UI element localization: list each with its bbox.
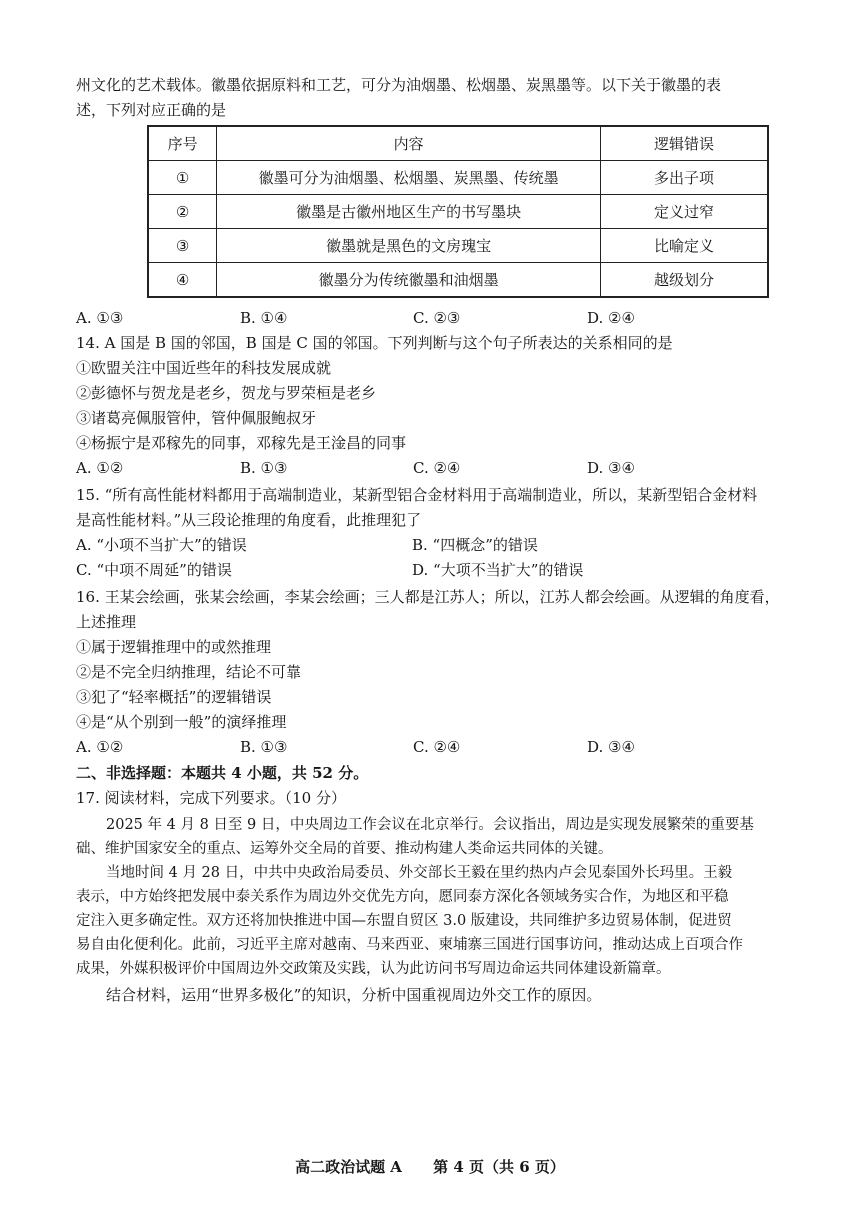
q14-item: ③诸葛亮佩服管仲，管仲佩服鲍叔牙 (76, 409, 317, 427)
q17-para2-line: 定注入更多确定性。双方还将加快推进中国—东盟自贸区 3.0 版建设，共同维护多边贸易体制，促进贸 (76, 913, 732, 929)
table-cell: ③ (148, 229, 217, 263)
option-b[interactable]: B. ①③ (240, 459, 288, 477)
q15-options-row1 (76, 535, 538, 555)
table-cell: 徽墨分为传统徽墨和油烟墨 (217, 263, 601, 298)
q13-stem-line1: 州文化的艺术载体。徽墨依据原料和工艺，可分为油烟墨、松烟墨、炭黑墨等。以下关于徽墨的表 (76, 76, 722, 94)
table-cell: 越级划分 (601, 263, 768, 298)
table-row (148, 195, 768, 229)
option-b[interactable]: B. ①③ (240, 738, 288, 756)
option-d[interactable]: D. ③④ (587, 459, 635, 477)
q16-item: ④是“从个别到一般”的演绎推理 (76, 713, 287, 731)
table-cell: ④ (148, 263, 217, 298)
option-c[interactable]: C. “中项不周延”的错误 (76, 561, 232, 579)
table-row (148, 161, 768, 195)
option-a[interactable]: A. ①② (76, 459, 124, 477)
option-c[interactable]: C. ②④ (413, 738, 461, 756)
table-cell: ② (148, 195, 217, 229)
q16-item: ①属于逻辑推理中的或然推理 (76, 638, 272, 656)
page-footer (0, 1156, 860, 1177)
q14-item: ④杨振宁是邓稼先的同事，邓稼先是王淦昌的同事 (76, 434, 407, 452)
option-a[interactable]: A. “小项不当扩大”的错误 (76, 536, 247, 554)
q17-para2-line: 成果，外媒积极评价中国周边外交政策及实践，认为此访问书写周边命运共同体建设新篇章。 (76, 961, 671, 977)
footer-page-number: 第 4 页（共 6 页） (433, 1158, 565, 1176)
option-b[interactable]: B. ①④ (240, 309, 288, 327)
option-d[interactable]: D. “大项不当扩大”的错误 (412, 561, 584, 579)
table-cell: 定义过窄 (601, 195, 768, 229)
q14-options (76, 458, 635, 478)
table-header-row (148, 126, 768, 161)
table-header-cell: 逻辑错误 (601, 126, 768, 161)
option-a[interactable]: A. ①② (76, 738, 124, 756)
q15-options-row2 (76, 560, 583, 580)
q17-para2-line: 易自由化便利化。此前，习近平主席对越南、马来西亚、柬埔寨三国进行国事访问，推动达成上百项合作 (76, 937, 743, 953)
q15-stem-line2: 是高性能材料。”从三段论推理的角度看，此推理犯了 (76, 511, 422, 529)
q17-task: 结合材料，运用“世界多极化”的知识，分析中国重视周边外交工作的原因。 (106, 986, 602, 1004)
table-cell: 徽墨是古徽州地区生产的书写墨块 (217, 195, 601, 229)
q15-stem-line1: 15. “所有高性能材料都用于高端制造业，某新型铝合金材料用于高端制造业，所以，某新型铝合金材料 (76, 486, 758, 504)
q16-stem-line1: 16. 王某会绘画，张某会绘画，李某会绘画；三人都是江苏人；所以，江苏人都会绘画。从逻辑的角度看， (76, 588, 780, 606)
option-c[interactable]: C. ②③ (413, 309, 461, 327)
q13-table (147, 125, 769, 298)
section-heading: 二、非选择题：本题共 4 小题，共 52 分。 (76, 764, 369, 782)
q17-para1-line: 2025 年 4 月 8 日至 9 日，中央周边工作会议在北京举行。会议指出，周边是实现发展繁荣的重要基 (106, 817, 754, 833)
q17-para2-line: 当地时间 4 月 28 日，中共中央政治局委员、外交部长王毅在里约热内卢会见泰国外长玛里。王毅 (106, 865, 733, 881)
q17-para1-line: 础、维护国家安全的重点、运筹外交全局的首要、推动构建人类命运共同体的关键。 (76, 841, 613, 857)
option-b[interactable]: B. “四概念”的错误 (412, 536, 538, 554)
q17-stem: 17. 阅读材料，完成下列要求。（10 分） (76, 789, 346, 807)
table-cell: 多出子项 (601, 161, 768, 195)
option-d[interactable]: D. ②④ (587, 309, 635, 327)
q16-item: ②是不完全归纳推理，结论不可靠 (76, 663, 302, 681)
table-row (148, 263, 768, 298)
q14-item: ②彭德怀与贺龙是老乡，贺龙与罗荣桓是老乡 (76, 384, 377, 402)
footer-title: 高二政治试题 A (295, 1158, 402, 1176)
q16-stem-line2: 上述推理 (76, 613, 137, 631)
table-row (148, 229, 768, 263)
table-cell: 比喻定义 (601, 229, 768, 263)
option-c[interactable]: C. ②④ (413, 459, 461, 477)
q17-para2-line: 表示，中方始终把发展中泰关系作为周边外交优先方向，愿同泰方深化各领域务实合作，为地区和平稳 (76, 889, 729, 905)
q13-stem-line2: 述，下列对应正确的是 (76, 101, 227, 119)
q14-stem: 14. A 国是 B 国的邻国，B 国是 C 国的邻国。下列判断与这个句子所表达的关系相同的是 (76, 334, 673, 352)
option-d[interactable]: D. ③④ (587, 738, 635, 756)
q14-item: ①欧盟关注中国近些年的科技发展成就 (76, 359, 332, 377)
table-header-cell: 序号 (148, 126, 217, 161)
table-cell: 徽墨就是黑色的文房瑰宝 (217, 229, 601, 263)
q16-item: ③犯了“轻率概括”的逻辑错误 (76, 688, 272, 706)
option-a[interactable]: A. ①③ (76, 309, 124, 327)
table-header-cell: 内容 (217, 126, 601, 161)
table-cell: ① (148, 161, 217, 195)
q13-options (76, 308, 635, 328)
table-cell: 徽墨可分为油烟墨、松烟墨、炭黑墨、传统墨 (217, 161, 601, 195)
q16-options (76, 737, 635, 757)
